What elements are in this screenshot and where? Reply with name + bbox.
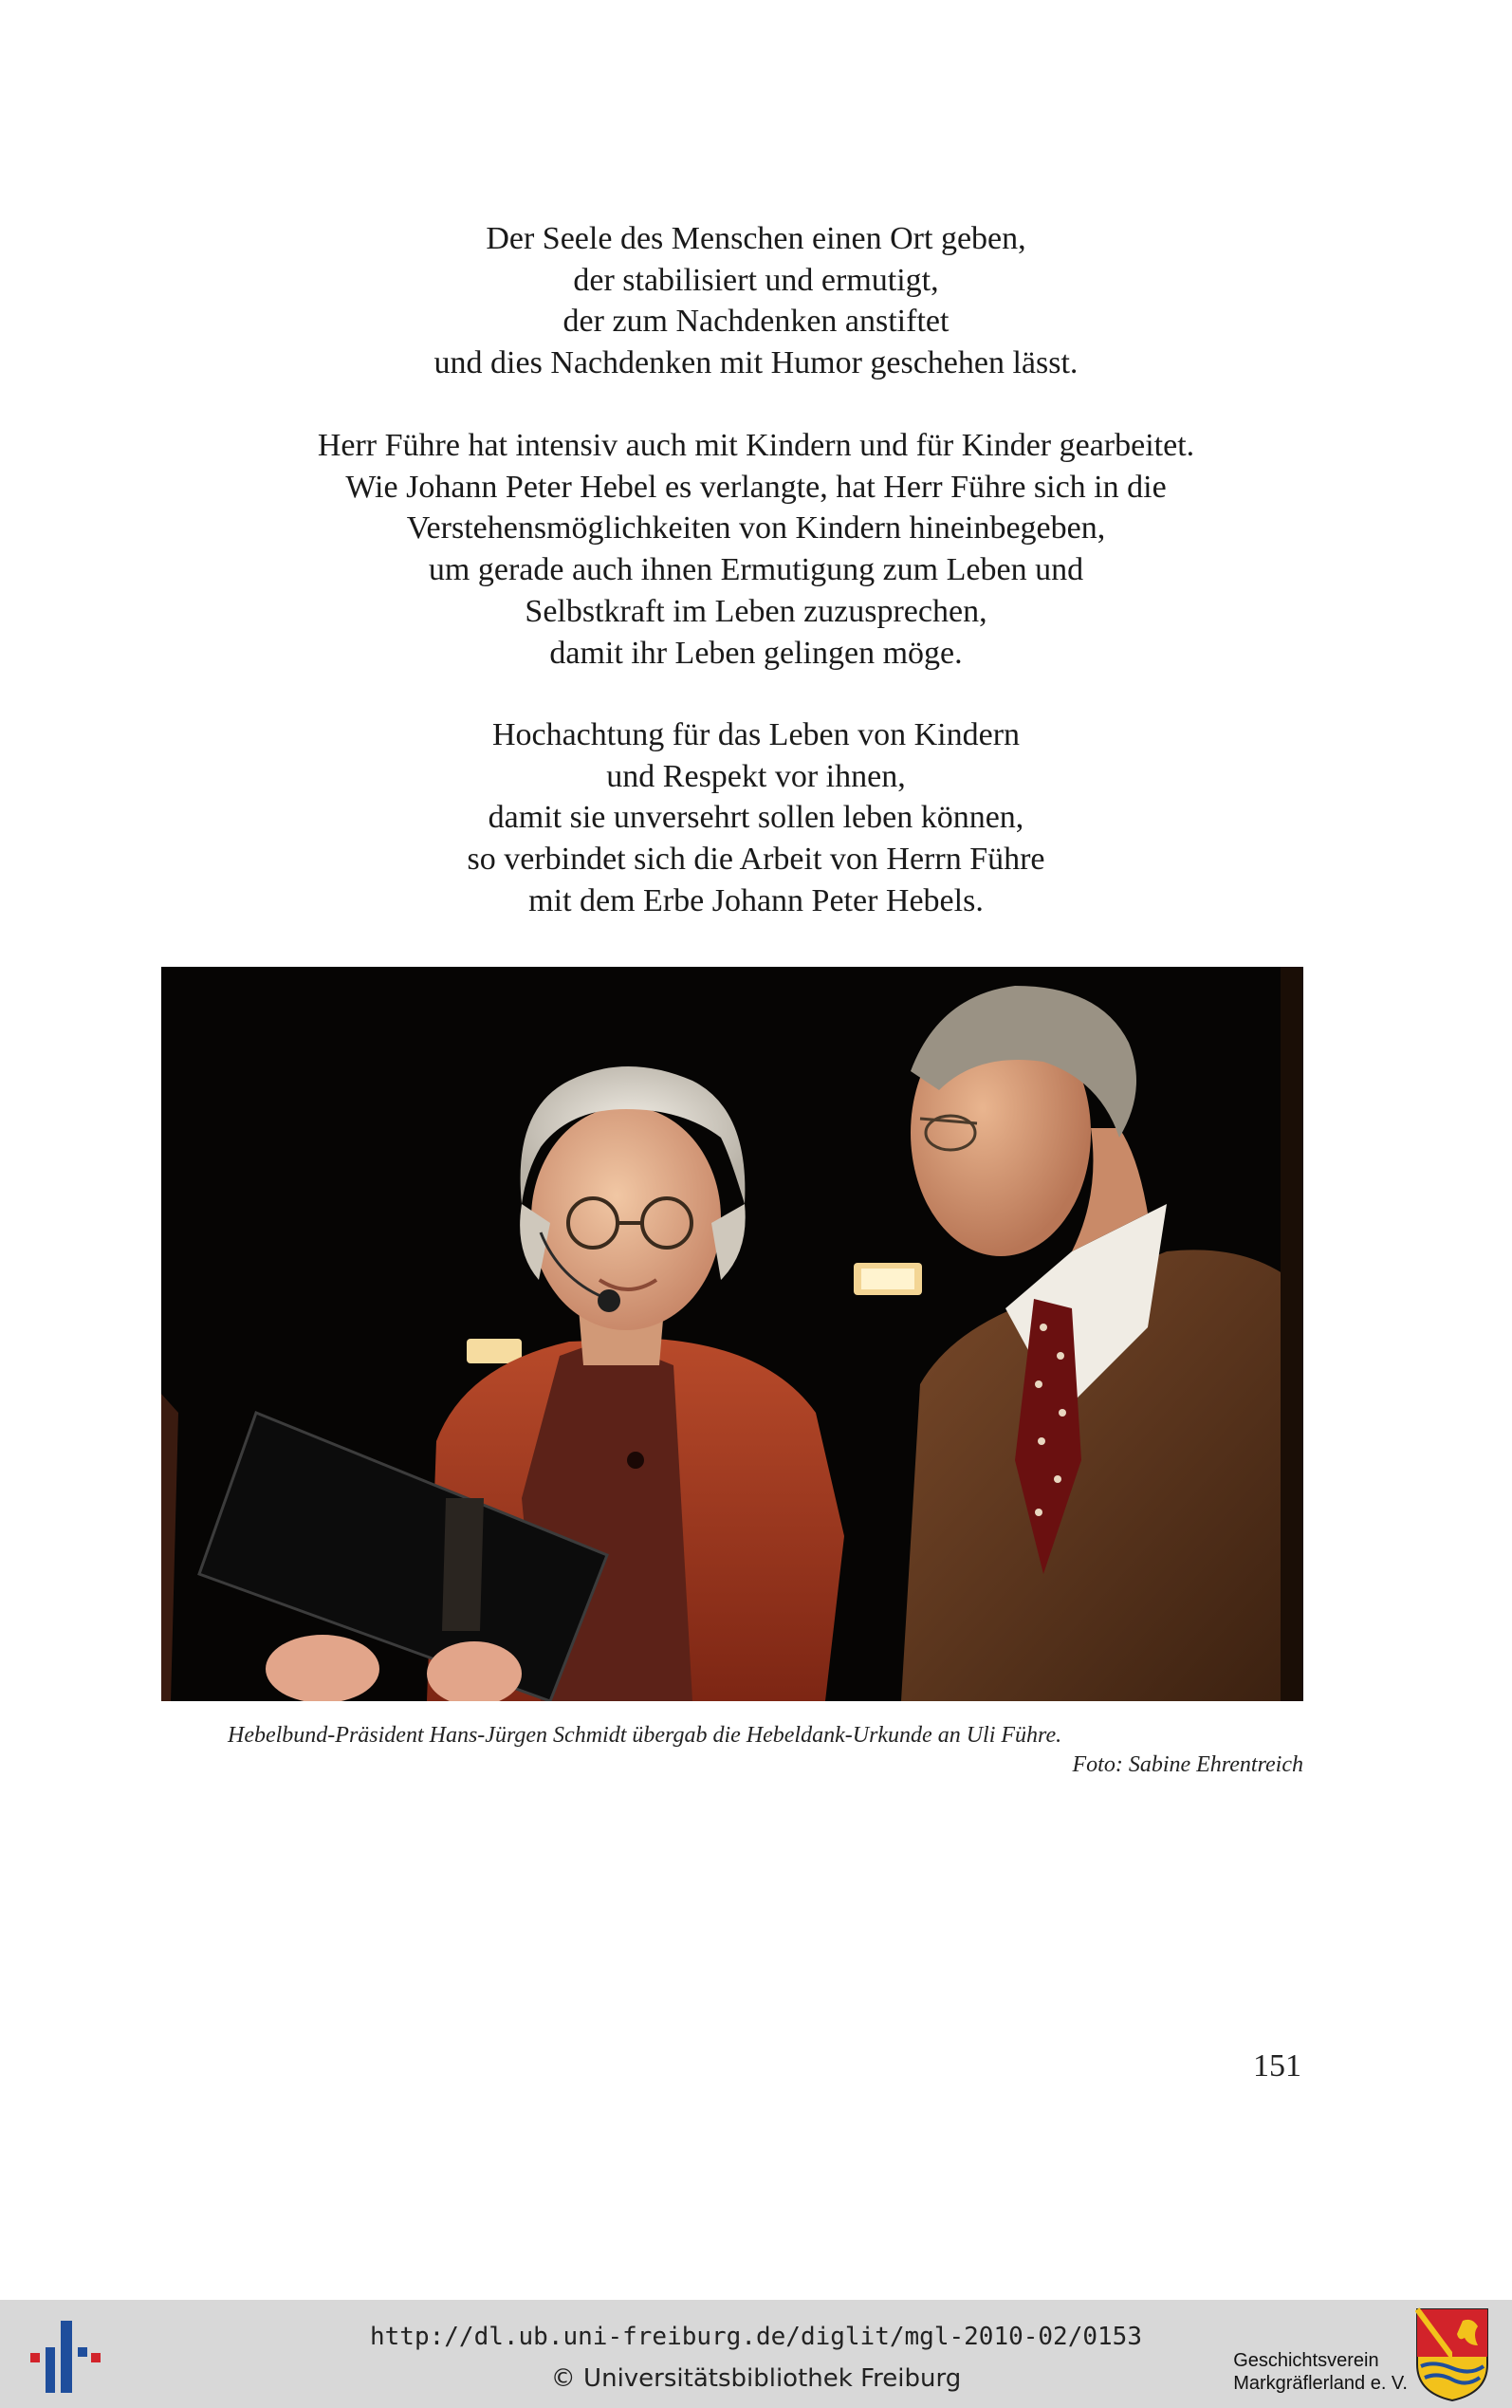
poem-line: Wie Johann Peter Hebel es verlangte, hat Herr Führe sich in die	[345, 469, 1167, 505]
poem-line: damit ihr Leben gelingen möge.	[549, 635, 963, 671]
poem-line: der zum Nachdenken anstiftet	[562, 304, 950, 340]
society-crest-icon	[1415, 2307, 1489, 2402]
poem-line: Hochachtung für das Leben von Kindern	[491, 717, 1021, 752]
document-url-link[interactable]: http://dl.ub.uni-freiburg.de/diglit/mgl-2010-02/0153	[370, 2323, 1142, 2351]
photo-caption: Hebelbund-Präsident Hans-Jürgen Schmidt übergab die Hebeldank-Urkunde an Uli Führe.	[228, 1723, 1062, 1748]
poem-line: Verstehensmöglichkeiten von Kindern hineinbegeben,	[406, 510, 1106, 546]
stage-light	[467, 1339, 522, 1363]
poem-line: der stabilisiert und ermutigt,	[573, 262, 939, 298]
poem-line: Der Seele des Menschen einen Ort geben,	[486, 221, 1026, 256]
poem-line: um gerade auch ihnen Ermutigung zum Leben und	[428, 552, 1084, 588]
poem-line: Selbstkraft im Leben zuzusprechen,	[525, 593, 987, 629]
poem-line: und dies Nachdenken mit Humor geschehen lässt.	[433, 345, 1079, 381]
poem-stanza-1	[0, 218, 1512, 384]
poem-stanza-2	[0, 425, 1512, 674]
award-ceremony-photo	[161, 967, 1303, 1701]
society-name-line1: Geschichtsverein	[1233, 2350, 1379, 2371]
poem-line: Herr Führe hat intensiv auch mit Kindern und für Kinder gearbeitet.	[317, 428, 1195, 463]
page-number: 151	[1253, 2048, 1301, 2084]
poem-stanza-3	[0, 714, 1512, 922]
copyright-notice: © Universitätsbibliothek Freiburg	[550, 2364, 962, 2393]
society-name	[1233, 2349, 1408, 2395]
society-name-line2: Markgräflerland e. V.	[1233, 2373, 1408, 2394]
digitization-footer	[0, 2300, 1512, 2408]
poem-line: und Respekt vor ihnen,	[606, 758, 906, 794]
photo-credit: Foto: Sabine Ehrentreich	[1072, 1752, 1303, 1777]
poem-line: mit dem Erbe Johann Peter Hebels.	[528, 882, 984, 918]
poem-line: damit sie unversehrt sollen leben können,	[488, 800, 1024, 836]
poem-line: so verbindet sich die Arbeit von Herrn Führe	[467, 842, 1045, 878]
